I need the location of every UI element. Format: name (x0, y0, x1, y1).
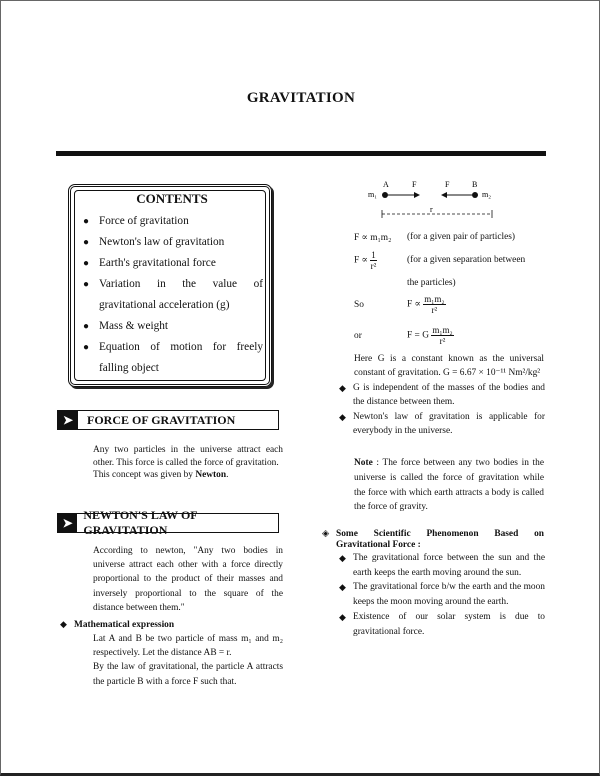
label-a: A (383, 180, 389, 189)
equation-2-note: (for a given separation between (407, 255, 526, 265)
label-f2: F (445, 180, 450, 189)
contents-box (68, 184, 272, 387)
diamond-bullet-icon: ◆ (339, 582, 346, 593)
equation-2: F ∝ $\frac{1}{\text{r²}}$ (354, 250, 377, 271)
bullet-icon: ● (83, 216, 90, 227)
bullet-icon: ● (83, 279, 90, 290)
phenomenon-item: ◆ Existence of our solar system is due to gravitational force. (339, 610, 545, 639)
bullet-icon: ● (83, 237, 90, 248)
diamond-bullet-icon: ◆ (339, 383, 346, 393)
right-bullet-item: ◆ Newton's law of gravitation is applicable for everybody in the universe. (339, 410, 545, 439)
contents-item: ● Newton's law of gravitation (81, 232, 263, 253)
distance-label: r (430, 205, 433, 214)
mass1-label: m₁ (368, 190, 378, 199)
contents-item: ● Force of gravitation (81, 211, 263, 232)
contents-list (81, 211, 263, 379)
page-title: GRAVITATION (246, 90, 356, 106)
title-rule (56, 151, 546, 156)
section-header-newton: ➤ NEWTON'S LAW OF GRAVITATION (57, 513, 279, 533)
force-paragraph: Any two particles in the universe attract each other. This force is called the force of gravitation. This concept was given by Newton. (93, 445, 283, 480)
phenomenon-item: ◆ The gravitational force between the sun and the earth keeps the earth moving around the sun. (339, 551, 545, 580)
diamond-bullet-icon: ◆ (339, 611, 346, 622)
arrow-icon: ➤ (58, 514, 77, 532)
diamond-bullet-icon: ◆ (60, 619, 67, 629)
diamond-bullet-icon: ◆ (339, 411, 346, 422)
math-expression-heading: ◆ Mathematical expression (60, 619, 175, 630)
force-diagram (360, 178, 510, 223)
right-bullet-item: ◆ G is independent of the masses of the bodies and the distance between them. (339, 381, 545, 410)
so-label: So (354, 300, 364, 310)
g-constant-text: Here G is a constant known as the universal constant of gravitation. G = 6.67 × 10⁻¹¹ Nm²/kg² (354, 354, 544, 379)
phenomenon-item: ◆ The gravitational force b/w the earth and the moon keeps the moon moving around the earth. (339, 580, 545, 609)
equation-3: F ∝ $\frac{\text{m₁m₂}}{\text{r²}}$ (407, 294, 445, 315)
contents-item: ● Earth's gravitational force (81, 253, 263, 274)
equation-1-note: (for a given pair of particles) (407, 232, 516, 242)
mass2-label: m₂ (482, 190, 492, 199)
bullet-icon: ● (83, 321, 90, 332)
particle-a (382, 192, 388, 198)
bullet-icon: ● (83, 258, 90, 269)
contents-item: ● Variation in the value of gravitational acceleration (g) (81, 274, 263, 316)
contents-heading: CONTENTS (136, 191, 208, 206)
section-header-force: ➤ FORCE OF GRAVITATION (57, 410, 279, 430)
diamond-outline-icon: ◈ (322, 529, 330, 539)
contents-item: ● Mass & weight (81, 316, 263, 337)
equation-2-note-cont: the particles) (407, 278, 456, 288)
equation-1: F ∝ m₁m₂ (354, 233, 392, 243)
or-label: or (354, 331, 362, 341)
phenomenon-list (339, 551, 545, 639)
math-paragraph: Lat A and B be two particle of mass m₁ and m₂ respectively. Let the distance AB = r. By the law of gravitational, the particle A attracts the particle B with a force F such that. (93, 634, 283, 687)
newton-law-paragraph: According to newton, "Any two bodies in universe attract each other with a force directly proportional to the product of their masses and inversely proportional to the square of the distance between them." (93, 546, 283, 613)
label-b: B (472, 180, 478, 189)
particle-b (472, 192, 478, 198)
equation-4: F = G $\frac{\text{m₁m₂}}{\text{r²}}$ (407, 325, 453, 346)
diamond-bullet-icon: ◆ (339, 553, 346, 563)
contents-item: ● Equation of motion for freely falling object (81, 337, 263, 379)
arrow-icon: ➤ (58, 411, 78, 429)
right-bullets (339, 381, 545, 439)
label-f1: F (412, 180, 417, 189)
bullet-icon: ● (83, 342, 90, 353)
note-paragraph: Note : The force between any two bodies in the universe is called the force of gravitation while the force with which earth attracts a body is called the force of gravity. (354, 458, 544, 513)
phenomenon-heading: ◈ Some Scientific Phenomenon Based on Gravitational Force : (322, 529, 544, 550)
